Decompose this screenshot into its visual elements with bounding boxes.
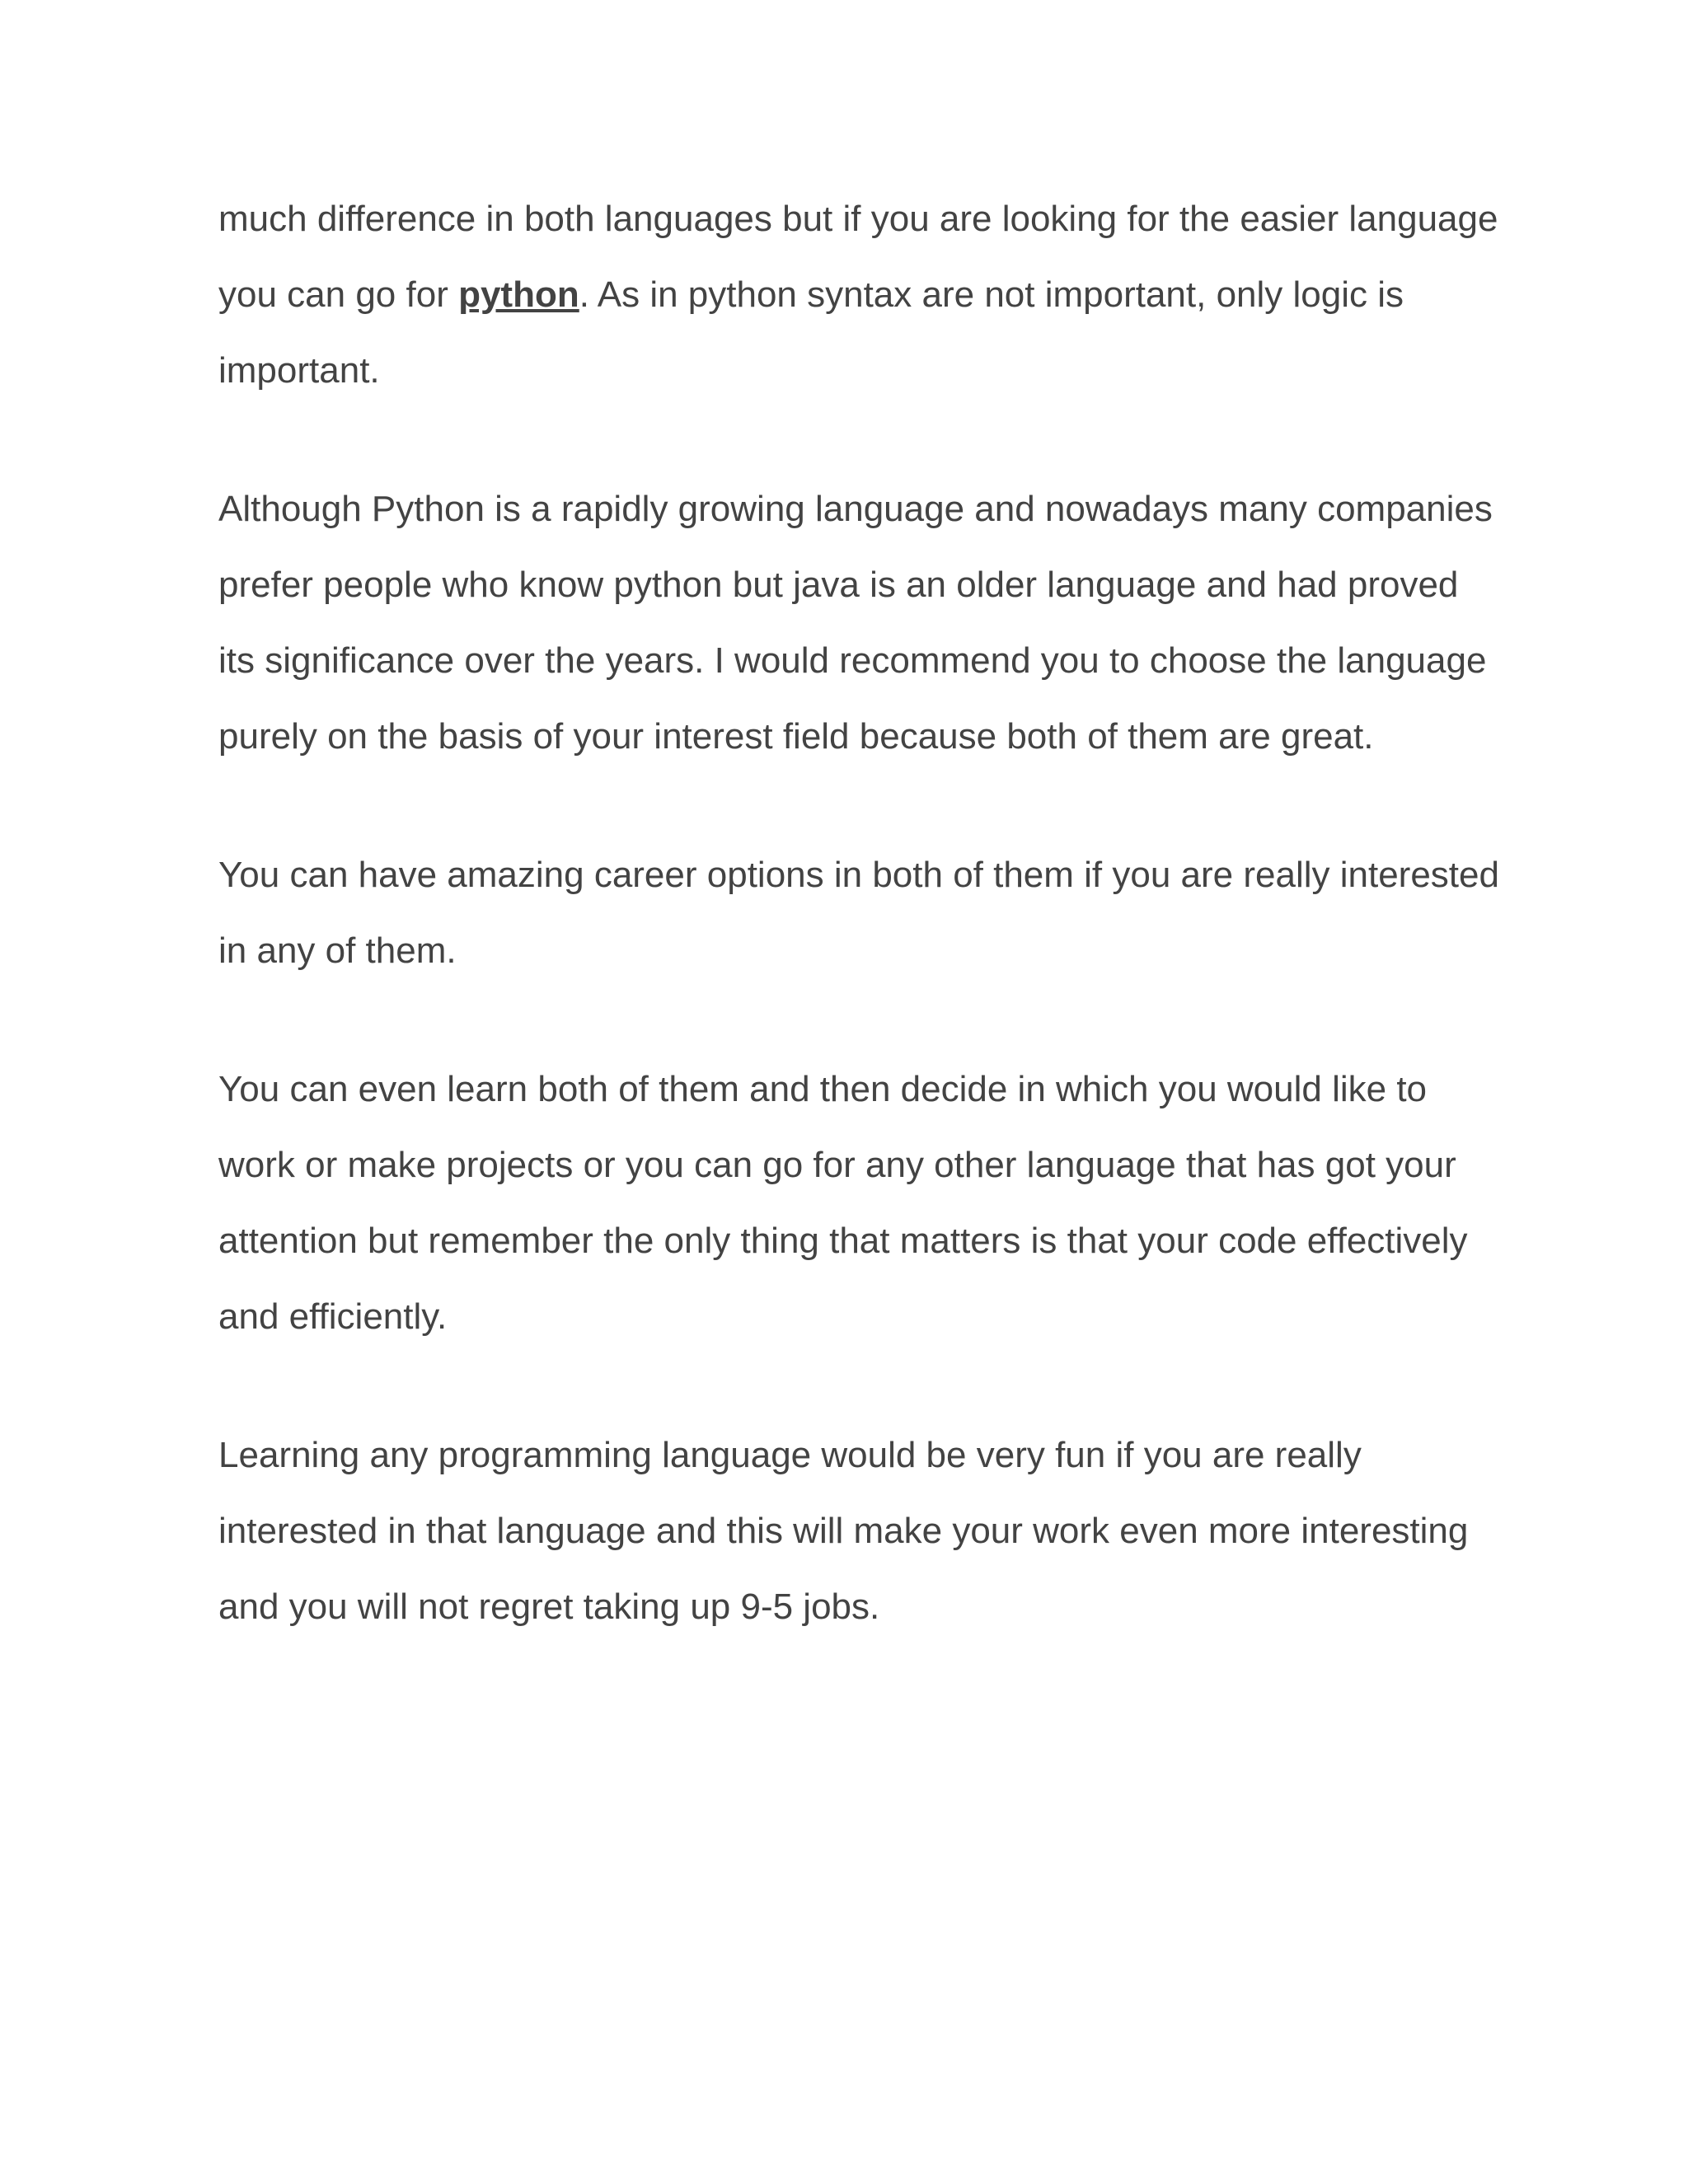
paragraph-1: [218, 181, 1504, 409]
paragraph-2: Although Python is a rapidly growing language and nowadays many companies prefer people who know python but java is an older language and had proved its significance over the years. I would recommend you to choose the language purely on the basis of your interest field because both of them are great.: [218, 489, 1493, 757]
paragraph-5: Learning any programming language would be very fun if you are really interested in that language and this will make your work even more interesting and you will not regret taking up 9-5 jobs.: [218, 1435, 1469, 1627]
document-body: [218, 181, 1504, 1645]
paragraph-1-text-after-link: . As in python syntax are not important, only logic is important.: [218, 274, 1404, 391]
python-link[interactable]: python: [458, 274, 579, 315]
paragraph-4: You can even learn both of them and then decide in which you would like to work or make projects or you can go for any other language that has got your attention but remember the only thing that matters is that your code effectively and efficiently.: [218, 1069, 1468, 1337]
paragraph-1-text-before-link: much difference in both languages but if you are looking for the easier language you can go for: [218, 199, 1498, 315]
paragraph-3: You can have amazing career options in both of them if you are really interested in any of them.: [218, 855, 1499, 971]
